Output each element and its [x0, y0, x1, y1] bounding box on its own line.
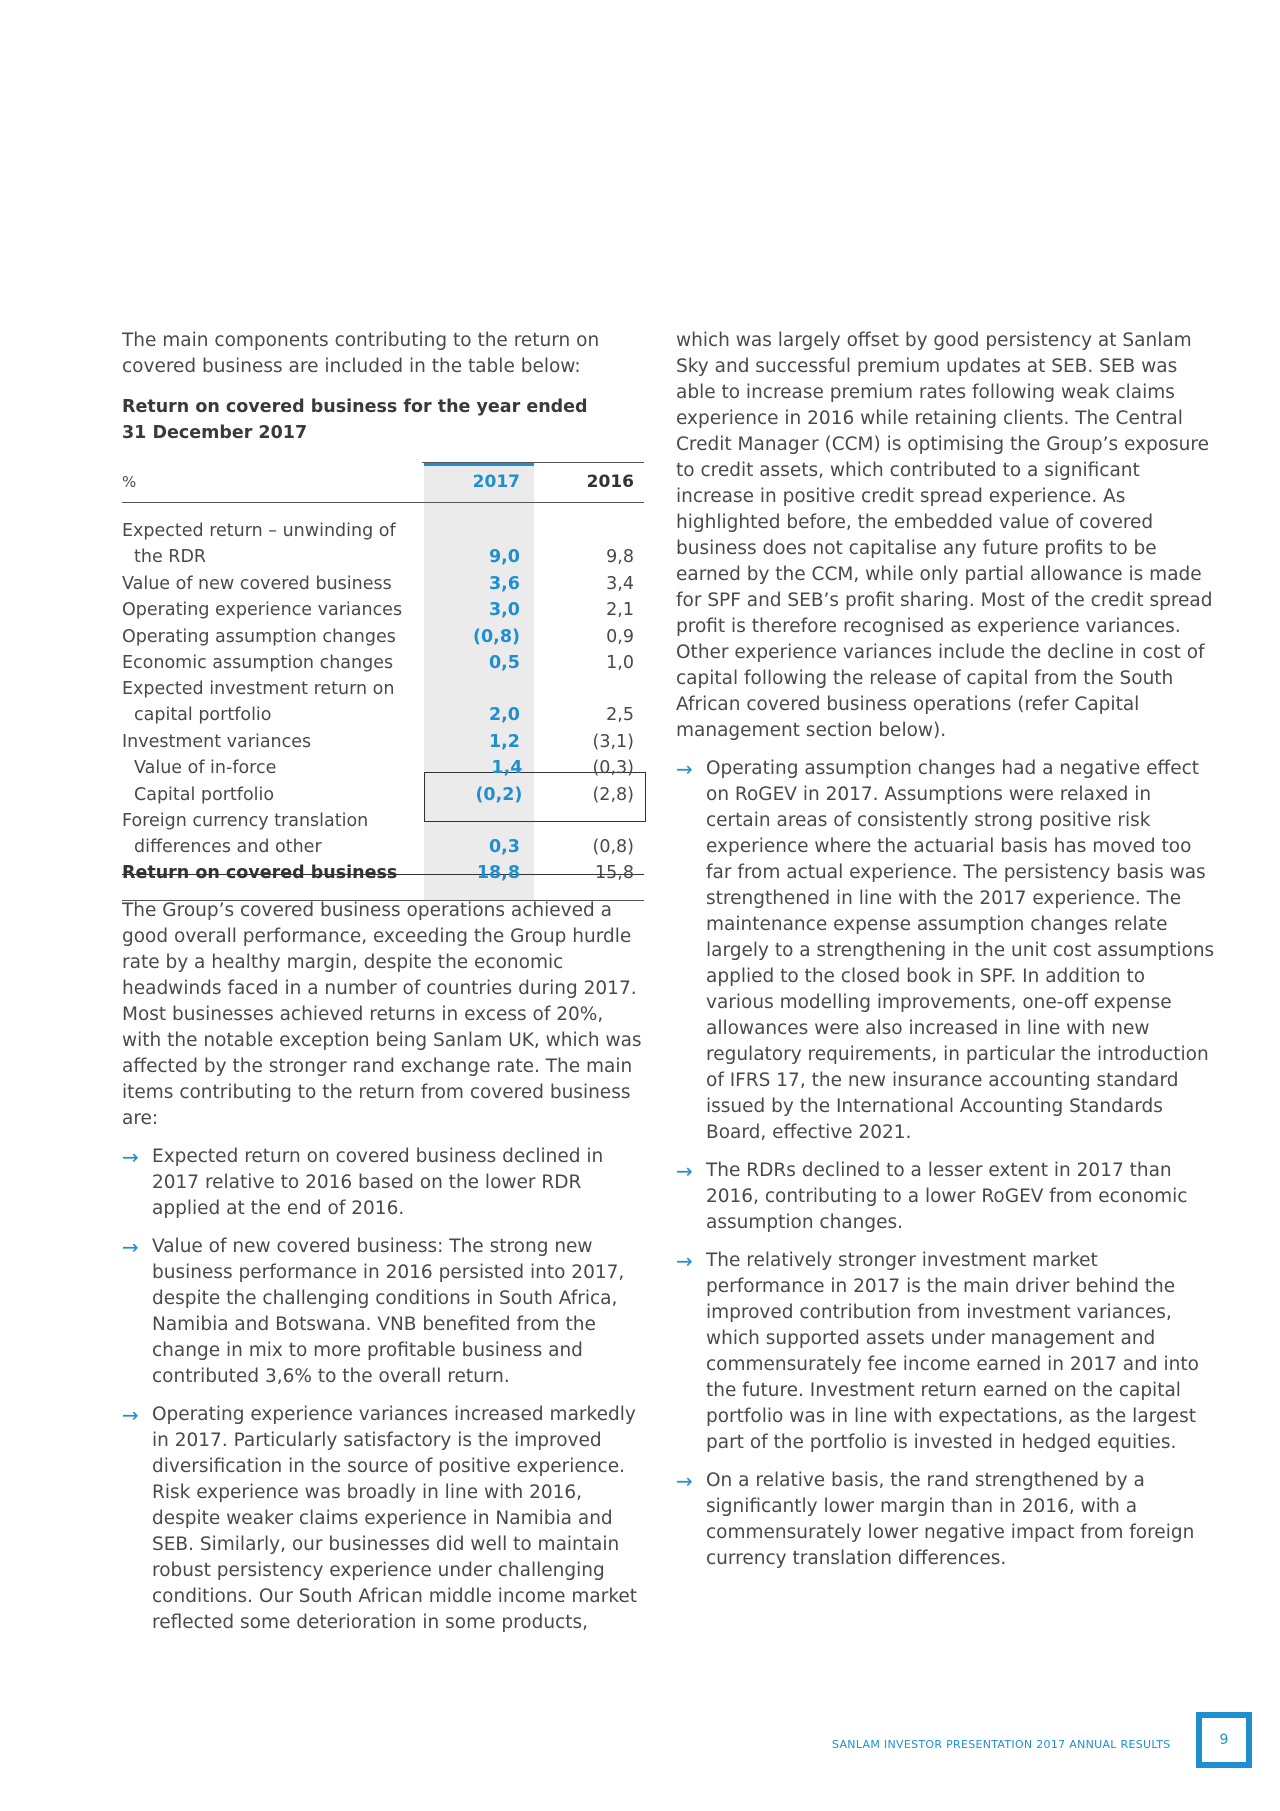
row-label-line-1: Expected return – unwinding of: [122, 521, 396, 541]
bullet-text: On a relative basis, the rand strengthened by a significantly lower margin than in 2016, with a commensurately lower negative impact from foreign currency translation differences.: [706, 1470, 1195, 1569]
table-row: [122, 650, 644, 677]
value-2016: 2,1: [606, 600, 634, 620]
table-row: [122, 570, 644, 597]
table-row: [122, 755, 644, 782]
arrow-right-icon: →: [122, 1235, 139, 1259]
left-bullet-list: [122, 1144, 644, 1636]
row-label-line-2: differences and other: [134, 836, 322, 857]
row-label: Operating experience variances: [122, 600, 403, 620]
arrow-right-icon: →: [676, 1159, 693, 1183]
table-row: [122, 623, 644, 650]
table-row: [122, 597, 644, 624]
value-2016: (2,8): [592, 784, 634, 805]
value-2017: 9,0: [488, 547, 520, 567]
arrow-right-icon: →: [122, 1145, 139, 1169]
bullet-text: Operating assumption changes had a negative effect on RoGEV in 2017. Assumptions were relaxed in certain areas of consistently strong positive risk experience where the actuarial basis has moved too far from actual experience. The persistency basis was strengthened in line with the 2017 experience. The maintenance expense assumption changes relate largely to a strengthening in the unit cost assumptions applied to the closed book in SPF. In addition to various modelling improvements, one-off expense allowances were also increased in line with new regulatory requirements, in particular the introduction of IFRS 17, the new insurance accounting standard issued by the International Accounting Standards Board, effective 2021.: [706, 758, 1215, 1143]
arrow-right-icon: →: [676, 757, 693, 781]
list-item: [122, 1234, 644, 1390]
performance-paragraph: The Group’s covered business operations achieved a good overall performance, exceeding the Group hurdle rate by a healthy margin, despite the economic headwinds faced in a number of countries during 2017. Most businesses achieved returns in excess of 20%, with the notable exception being Sanlam UK, which was affected by the stronger rand exchange rate. The main items contributing to the return from covered business are:: [122, 900, 642, 1129]
value-2017: 1,2: [488, 731, 520, 752]
row-label-line-2: capital portfolio: [134, 705, 272, 725]
arrow-right-icon: →: [122, 1403, 139, 1427]
arrow-right-icon: →: [676, 1469, 693, 1493]
value-2017: 3,0: [488, 600, 520, 620]
table-row: [122, 728, 644, 755]
table-caption-line-2: 31 December 2017: [122, 423, 308, 443]
table-row: [122, 808, 644, 860]
value-2017: (0,8): [473, 626, 520, 647]
row-label: [122, 808, 422, 860]
list-item: [122, 1402, 644, 1636]
list-item: [676, 1248, 1216, 1456]
value-2016: (0,8): [592, 836, 634, 857]
value-2016: 3,4: [606, 573, 634, 594]
value-2016: 2,5: [606, 705, 634, 725]
list-item: [676, 1158, 1216, 1236]
value-2017: 2,0: [488, 705, 520, 725]
value-2016: (3,1): [592, 731, 634, 752]
intro-paragraph: The main components contributing to the return on covered business are included in the table below:: [122, 330, 600, 377]
value-2017: 1,4: [491, 758, 523, 778]
header-2016: 2016: [586, 472, 634, 492]
row-label: Investment variances: [122, 731, 312, 752]
bullet-text: Value of new covered business: The strong new business performance in 2016 persisted into 2017, despite the challenging conditions in South Africa, Namibia and Botswana. VNB benefited from the change in mix to more profitable business and contributed 3,6% to the overall return.: [152, 1236, 625, 1387]
table-bottom-rule: [122, 900, 644, 901]
value-2016: (0,3): [592, 758, 634, 778]
row-label-line-2: the RDR: [134, 547, 207, 567]
row-label: Operating assumption changes: [122, 626, 396, 647]
row-label: Capital portfolio: [134, 784, 275, 805]
table-total-row: [122, 860, 644, 887]
value-2017: (0,2): [475, 784, 523, 805]
header-2017: 2017: [472, 472, 520, 492]
row-label-line-1: Expected investment return on: [122, 679, 395, 699]
table-row: [122, 781, 644, 808]
left-column: [122, 328, 644, 1636]
right-bullet-list: [676, 756, 1216, 1572]
bullet-text: The relatively stronger investment market performance in 2017 is the main driver behind the improved contribution from investment variances, which supported assets under management and commensurately fee income earned in 2017 and into the future. Investment return earned on the capital portfolio was in line with expectations, as the largest part of the portfolio is invested in hedged equities.: [706, 1250, 1199, 1453]
total-2016: 15,8: [595, 863, 634, 883]
list-item: [122, 1144, 644, 1222]
row-label: [122, 518, 422, 570]
arrow-right-icon: →: [676, 1249, 693, 1273]
table-spacer: [122, 502, 644, 518]
table-header-row: [122, 462, 644, 502]
bullet-text: The RDRs declined to a lesser extent in 2017 than 2016, contributing to a lower RoGEV from economic assumption changes.: [706, 1160, 1188, 1233]
table-caption: [122, 394, 644, 446]
return-table: [122, 462, 644, 886]
bullet-text: Expected return on covered business declined in 2017 relative to 2016 based on the lower RDR applied at the end of 2016.: [152, 1146, 604, 1219]
page-number: [1196, 1712, 1252, 1768]
value-2017: 0,5: [488, 653, 520, 673]
row-label: Economic assumption changes: [122, 653, 394, 673]
value-2017: 0,3: [488, 836, 520, 857]
total-2017: 18,8: [476, 863, 520, 883]
bullet-text: Operating experience variances increased markedly in 2017. Particularly satisfactory is the improved diversification in the source of positive experience. Risk experience was broadly in line with 2016, despite weaker claims experience in Namibia and SEB. Similarly, our businesses did well to maintain robust persistency experience under challenging conditions. Our South African middle income market reflected some deterioration in some products,: [152, 1404, 638, 1633]
header-unit: %: [122, 473, 137, 491]
row-label-line-1: Foreign currency translation: [122, 810, 369, 831]
list-item: [676, 756, 1216, 1146]
value-2016: 1,0: [606, 653, 634, 673]
row-label: Value of new covered business: [122, 573, 392, 594]
continuation-paragraph: which was largely offset by good persistency at Sanlam Sky and successful premium updates at SEB. SEB was able to increase premium rates following weak claims experience in 2016 while retaining clients. The Central Credit Manager (CCM) is optimising the Group’s exposure to credit assets, which contributed to a significant increase in positive credit spread experience. As highlighted before, the embedded value of covered business does not capitalise any future profits to be earned by the CCM, while only partial allowance is made for SPF and SEB’s profit sharing. Most of the credit spread profit is therefore recognised as experience variances. Other experience variances include the decline in cost of capital following the release of capital from the South African covered business operations (refer Capital management section below).: [676, 330, 1213, 741]
value-2017: 3,6: [488, 573, 520, 594]
table-row: [122, 518, 644, 570]
list-item: [676, 1468, 1216, 1572]
page-number-label: 9: [1219, 1732, 1229, 1748]
table-row: [122, 676, 644, 728]
row-label: [122, 676, 422, 728]
total-label: Return on covered business: [122, 863, 398, 883]
value-2016: 0,9: [606, 626, 634, 647]
table-caption-line-1: Return on covered business for the year ended: [122, 397, 588, 417]
value-2016: 9,8: [606, 547, 634, 567]
row-label: Value of in-force: [134, 758, 277, 778]
right-column: [676, 328, 1216, 1572]
footer-title: SANLAM INVESTOR PRESENTATION 2017 ANNUAL RESULTS: [832, 1738, 1171, 1751]
